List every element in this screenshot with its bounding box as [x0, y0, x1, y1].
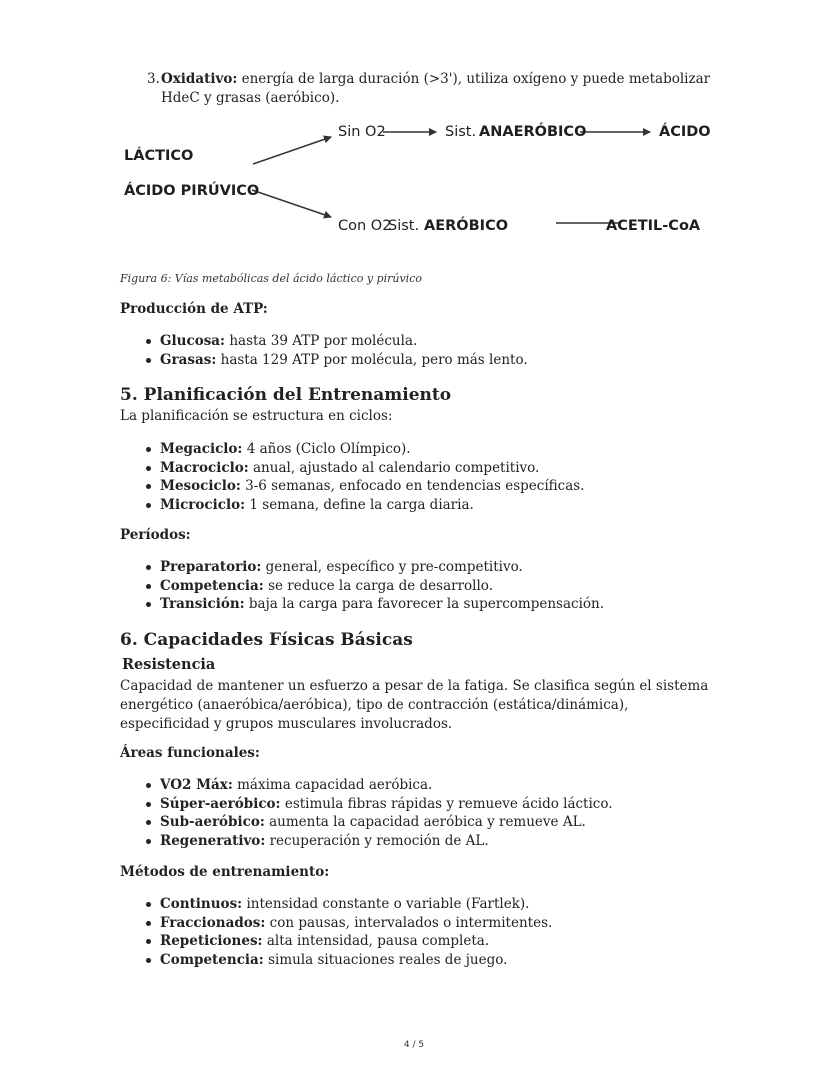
description: se reduce la carga de desarrollo.: [263, 577, 493, 594]
term: Repeticiones:: [160, 933, 263, 949]
list-item: [160, 832, 613, 851]
metabolic-pathways-diagram: [118, 112, 718, 247]
term: Megaciclo:: [160, 441, 243, 457]
label-anaerobico: ANAERÓBICO: [479, 124, 587, 140]
areas-list: [160, 776, 613, 850]
term: Glucosa:: [160, 333, 226, 349]
term: VO2 Máx:: [160, 777, 233, 793]
description: aumenta la capacidad aeróbica y remueve AL.: [264, 814, 586, 830]
term: Sub-aeróbico:: [160, 814, 265, 830]
description: simula situaciones reales de juego.: [263, 951, 508, 968]
list-item-oxidativo: [147, 70, 727, 108]
periods-heading: Períodos:: [120, 527, 191, 543]
label-sin-o2: Sin O2: [338, 124, 386, 140]
list-item: [160, 459, 584, 478]
label-acetil-coa: ACETIL-CoA: [606, 218, 701, 234]
list-item: [160, 558, 604, 577]
term: Competencia:: [160, 577, 264, 594]
list-item: [160, 440, 584, 459]
figure-caption: Figura 6: Vías metabólicas del ácido láctico y pirúvico: [120, 272, 422, 285]
term: Súper-aeróbico:: [160, 795, 281, 812]
label-sist-1: Sist.: [445, 124, 477, 140]
term: Grasas:: [160, 351, 217, 368]
description: máxima capacidad aeróbica.: [232, 777, 433, 793]
list-item: [160, 477, 584, 496]
methods-heading: Métodos de entrenamiento:: [120, 864, 330, 880]
label-aerobico: AERÓBICO: [424, 218, 509, 234]
section-5-intro: La planificación se estructura en ciclos:: [120, 408, 393, 424]
label-acido-piruvico: ÁCIDO PIRÚVICO: [124, 183, 260, 199]
list-item: [160, 895, 552, 914]
term: Competencia:: [160, 951, 264, 968]
atp-list: [160, 332, 528, 369]
arrow-to-con-o2: [252, 190, 331, 217]
list-item: [160, 776, 613, 795]
term: Microciclo:: [160, 496, 246, 513]
term: Preparatorio:: [160, 559, 262, 575]
arrow-to-sin-o2: [253, 137, 331, 164]
description: anual, ajustado al calendario competitivo.: [248, 459, 540, 476]
section-6-title: 6. Capacidades Físicas Básicas: [120, 630, 413, 650]
description: hasta 39 ATP por molécula.: [225, 333, 418, 349]
description: 4 años (Ciclo Olímpico).: [242, 441, 411, 457]
resistencia-subtitle: Resistencia: [122, 656, 216, 673]
list-number: 3.: [147, 71, 160, 87]
list-item: [160, 332, 528, 351]
description: 3-6 semanas, enfocado en tendencias específicas.: [240, 478, 585, 494]
list-item: [160, 813, 613, 832]
methods-list: [160, 895, 552, 969]
description: intensidad constante o variable (Fartlek).: [242, 896, 530, 912]
list-item: [160, 496, 584, 515]
list-item: [160, 795, 613, 814]
description: estimula fibras rápidas y remueve ácido láctico.: [280, 795, 613, 812]
description: recuperación y remoción de AL.: [265, 832, 489, 849]
description: hasta 129 ATP por molécula, pero más lento.: [216, 351, 528, 368]
description: 1 semana, define la carga diaria.: [245, 496, 474, 513]
description: con pausas, intervalados o intermitentes.: [265, 914, 553, 931]
term: Fraccionados:: [160, 914, 266, 931]
term: Oxidativo:: [161, 71, 238, 87]
list-item: [160, 351, 528, 370]
cycles-list: [160, 440, 584, 514]
term: Mesociclo:: [160, 478, 241, 494]
term: Continuos:: [160, 896, 243, 912]
description: alta intensidad, pausa completa.: [262, 933, 490, 949]
term: Macrociclo:: [160, 459, 249, 476]
list-item: [160, 914, 552, 933]
list-item: [160, 577, 604, 596]
atp-heading: Producción de ATP:: [120, 301, 268, 317]
resistencia-paragraph: Capacidad de mantener un esfuerzo a pesar de la fatiga. Se clasifica según el sistema energético (anaeróbica/aeróbica), tipo de contracción (estática/dinámica), especificidad y grupos musculares involucrados.: [120, 678, 709, 732]
label-lactico: LÁCTICO: [124, 148, 194, 164]
term: Transición:: [160, 596, 245, 612]
label-sist-2: Sist.: [388, 218, 420, 234]
list-item: [160, 595, 604, 614]
areas-heading: Áreas funcionales:: [120, 745, 260, 761]
description: baja la carga para favorecer la supercompensación.: [244, 596, 605, 612]
term: Regenerativo:: [160, 832, 266, 849]
list-item: [160, 951, 552, 970]
list-item: [160, 932, 552, 951]
periods-list: [160, 558, 604, 614]
section-5-title: 5. Planificación del Entrenamiento: [120, 385, 452, 405]
description: energía de larga duración (>3'), utiliza oxígeno y puede metabolizar HdeC y grasas (aeróbico).: [161, 71, 711, 106]
description: general, específico y pre-competitivo.: [261, 559, 523, 575]
label-acido: ÁCIDO: [659, 124, 711, 140]
page-number: 4 / 5: [403, 1040, 425, 1050]
label-con-o2: Con O2: [338, 218, 392, 234]
